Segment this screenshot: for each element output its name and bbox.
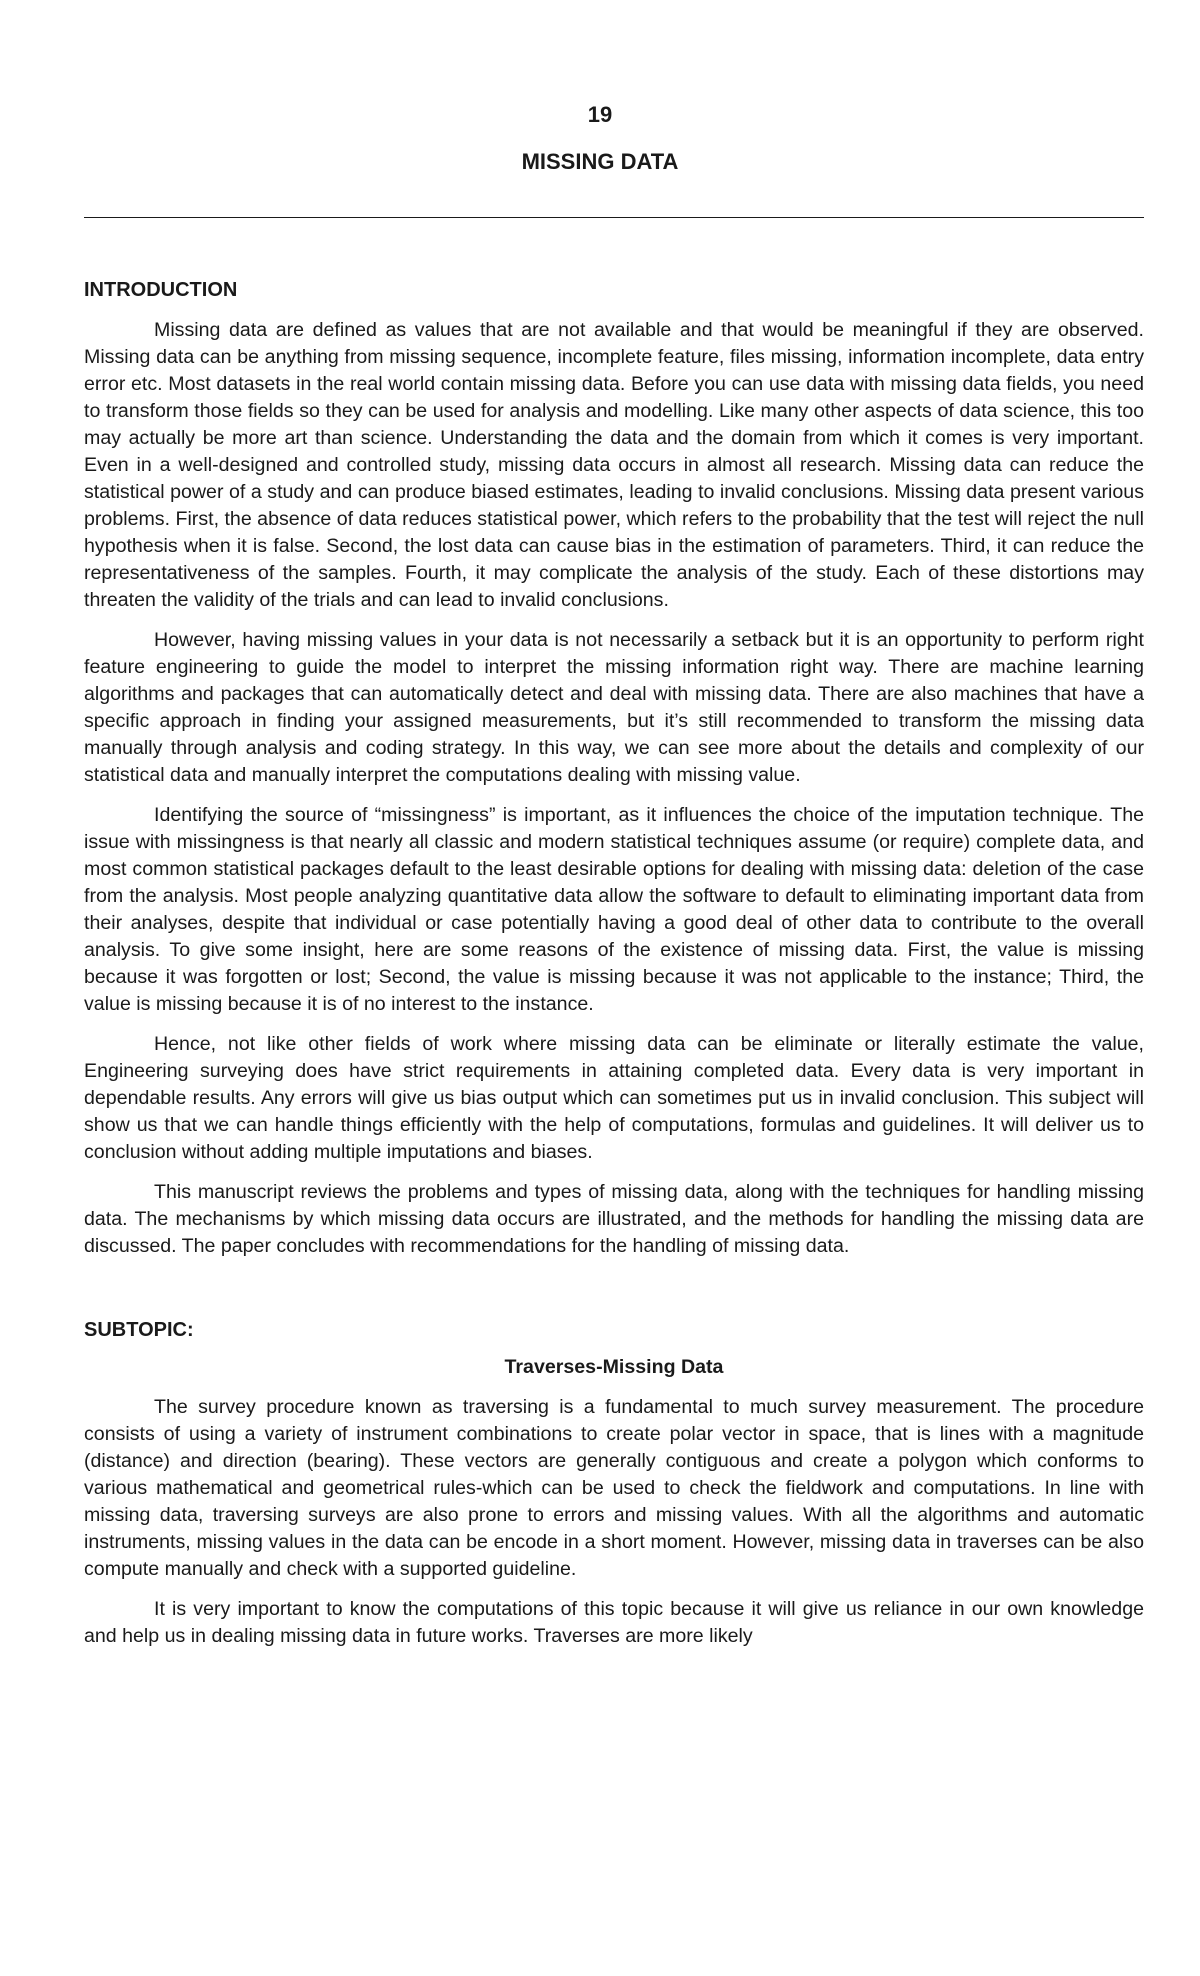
subtopic-heading: SUBTOPIC: [84,1319,194,1341]
introduction-section [84,276,1144,1260]
chapter-title: MISSING DATA [521,149,679,174]
introduction-paragraph-4: Hence, not like other fields of work where missing data can be eliminate or literally estimate the value, Engineering surveying does have strict requirements in attaining completed data. Every data is very important in dependable results. Any errors will give us bias output which can sometimes put us in invalid conclusion. This subject will show us that we can handle things efficiently with the help of computations, formulas and guidelines. It will deliver us to conclusion without adding multiple imputations and biases. [84,1033,1144,1163]
subtopic-title: Traverses-Missing Data [504,1356,724,1378]
title-divider [84,217,1144,218]
chapter-number: 19 [587,102,613,127]
introduction-paragraph-2: However, having missing values in your data is not necessarily a setback but it is an opportunity to perform right feature engineering to guide the model to interpret the missing information right way. There are machine learning algorithms and packages that can automatically detect and deal with missing data. There are also machines that have a specific approach in finding your assigned measurements, but it’s still recommended to transform the missing data manually through analysis and coding strategy. In this way, we can see more about the details and complexity of our statistical data and manually interpret the computations dealing with missing value. [84,629,1144,786]
subtopic-paragraph-1: The survey procedure known as traversing is a fundamental to much survey measurement. The procedure consists of using a variety of instrument combinations to create polar vector in space, that is lines with a magnitude (distance) and direction (bearing). These vectors are generally contiguous and create a polygon which conforms to various mathematical and geometrical rules-which can be used to check the fieldwork and computations. In line with missing data, traversing surveys are also prone to errors and missing values. With all the algorithms and automatic instruments, missing values in the data can be encode in a short moment. However, missing data in traverses can be also compute manually and check with a supported guideline. [84,1396,1144,1580]
introduction-paragraph-5: This manuscript reviews the problems and types of missing data, along with the techniques for handling missing data. The mechanisms by which missing data occurs are illustrated, and the methods for handling the missing data are discussed. The paper concludes with recommendations for the handling of missing data. [84,1181,1144,1257]
introduction-heading: INTRODUCTION [84,279,238,301]
subtopic-paragraph-2: It is very important to know the computations of this topic because it will give us reliance in our own knowledge and help us in dealing missing data in future works. Traverses are more likely [84,1598,1144,1647]
subtopic-section [84,1316,1144,1650]
introduction-paragraph-1: Missing data are defined as values that are not available and that would be meaningful if they are observed. Missing data can be anything from missing sequence, incomplete feature, files missing, information incomplete, data entry error etc. Most datasets in the real world contain missing data. Before you can use data with missing data fields, you need to transform those fields so they can be used for analysis and modelling. Like many other aspects of data science, this too may actually be more art than science. Understanding the data and the domain from which it comes is very important. Even in a well-designed and controlled study, missing data occurs in almost all research. Missing data can reduce the statistical power of a study and can produce biased estimates, leading to invalid conclusions. Missing data present various problems. First, the absence of data reduces statistical power, which refers to the probability that the test will reject the null hypothesis when it is false. Second, the lost data can cause bias in the estimation of parameters. Third, it can reduce the representativeness of the samples. Fourth, it may complicate the analysis of the study. Each of these distortions may threaten the validity of the trials and can lead to invalid conclusions. [84,319,1144,611]
introduction-paragraph-3: Identifying the source of “missingness” is important, as it influences the choice of the imputation technique. The issue with missingness is that nearly all classic and modern statistical techniques assume (or require) complete data, and most common statistical packages default to the least desirable options for dealing with missing data: deletion of the case from the analysis. Most people analyzing quantitative data allow the software to default to eliminating important data from their analyses, despite that individual or case potentially having a good deal of other data to contribute to the overall analysis. To give some insight, here are some reasons of the existence of missing data. First, the value is missing because it was forgotten or lost; Second, the value is missing because it was not applicable to the instance; Third, the value is missing because it is of no interest to the instance. [84,804,1144,1015]
document-body [84,276,1144,1650]
